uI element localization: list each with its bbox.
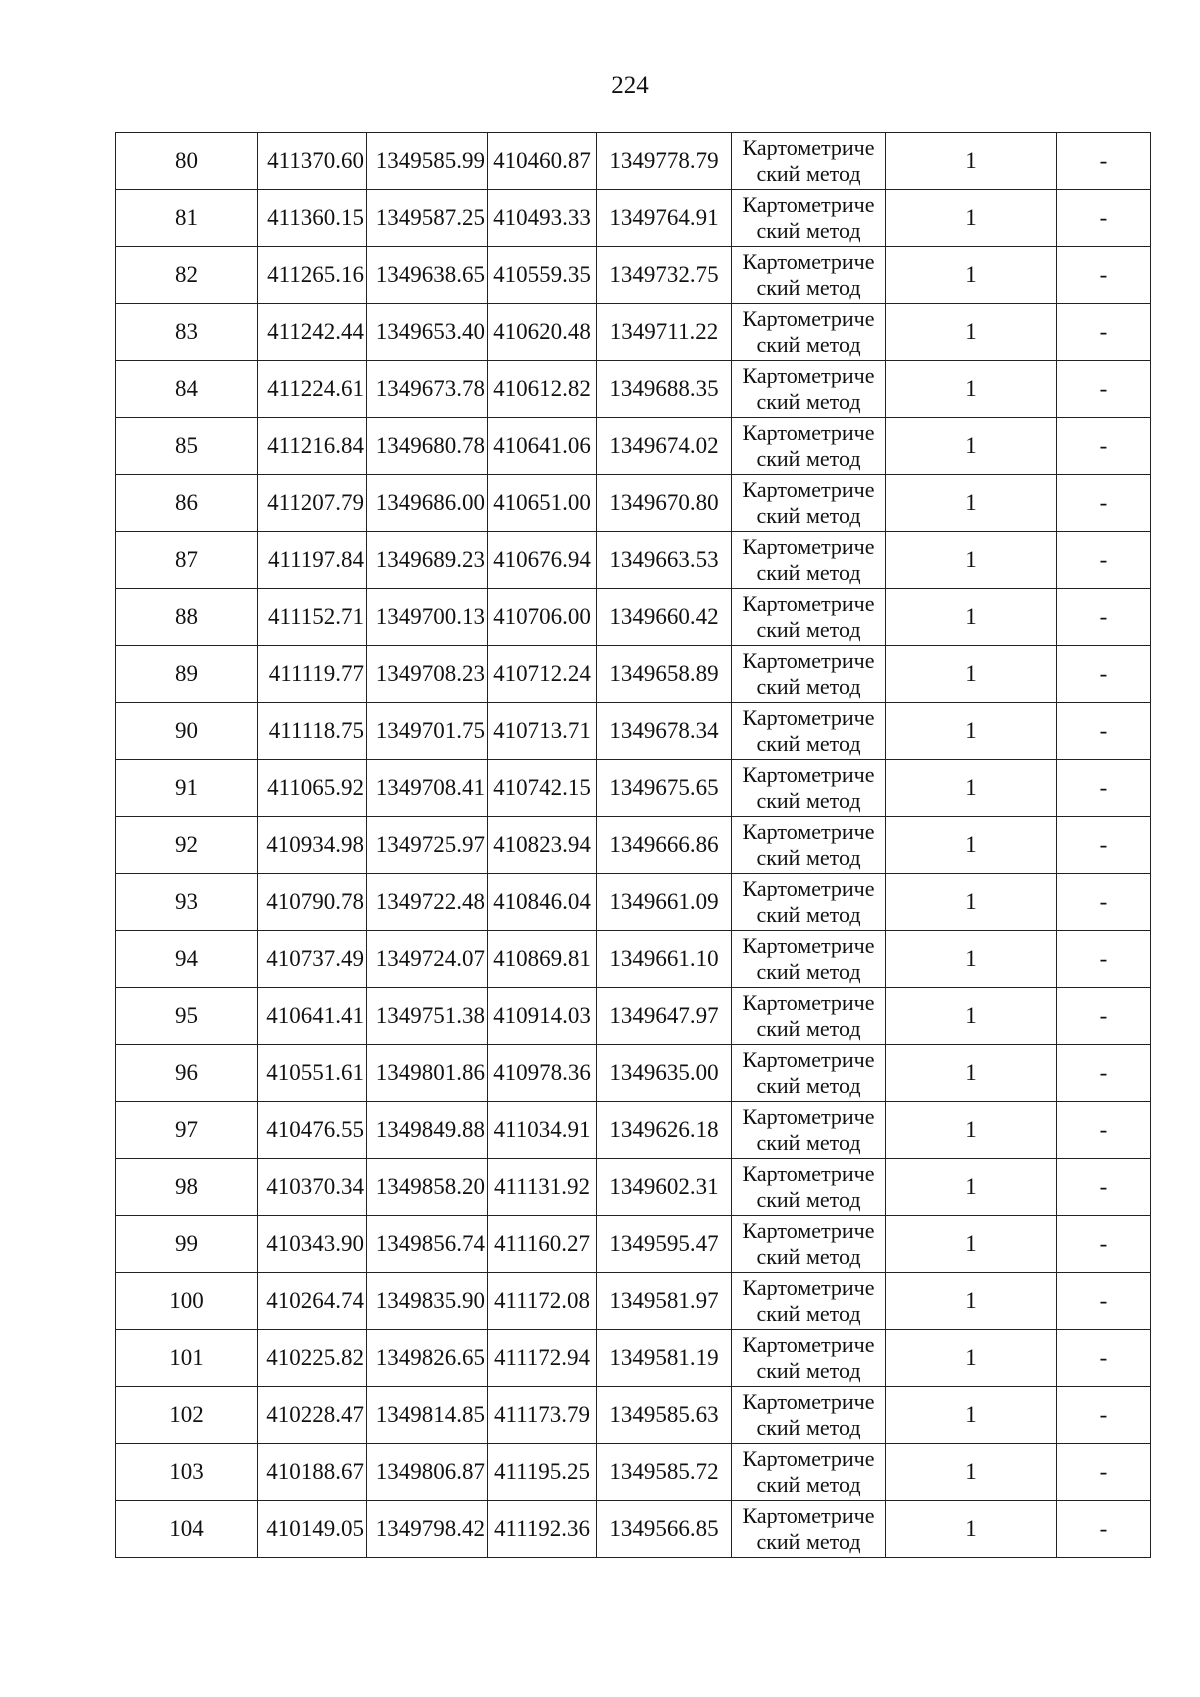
method-text-line-1: Картометриче xyxy=(742,363,875,388)
coordinates-table xyxy=(115,132,1151,1558)
method-cell xyxy=(732,1102,886,1159)
note-cell: - xyxy=(1057,703,1151,760)
table-row xyxy=(116,190,1151,247)
y2-cell: 1349602.31 xyxy=(597,1159,732,1216)
method-text-line-2: ский метод xyxy=(756,845,861,870)
accuracy-cell: 1 xyxy=(886,589,1057,646)
accuracy-cell: 1 xyxy=(886,646,1057,703)
y1-cell: 1349849.88 xyxy=(367,1102,488,1159)
x2-cell: 411195.25 xyxy=(488,1444,597,1501)
note-cell: - xyxy=(1057,133,1151,190)
point-number-cell: 97 xyxy=(116,1102,258,1159)
x2-cell: 410460.87 xyxy=(488,133,597,190)
method-text-line-1: Картометриче xyxy=(742,648,875,673)
x2-cell: 410641.06 xyxy=(488,418,597,475)
x1-cell: 410225.82 xyxy=(258,1330,367,1387)
accuracy-cell: 1 xyxy=(886,1444,1057,1501)
method-text-line-2: ский метод xyxy=(756,1301,861,1326)
note-cell: - xyxy=(1057,1501,1151,1558)
y2-cell: 1349678.34 xyxy=(597,703,732,760)
point-number-cell: 93 xyxy=(116,874,258,931)
y2-cell: 1349581.19 xyxy=(597,1330,732,1387)
method-text-line-1: Картометриче xyxy=(742,1161,875,1186)
y1-cell: 1349801.86 xyxy=(367,1045,488,1102)
x1-cell: 410149.05 xyxy=(258,1501,367,1558)
x2-cell: 410559.35 xyxy=(488,247,597,304)
point-number-cell: 92 xyxy=(116,817,258,874)
point-number-cell: 80 xyxy=(116,133,258,190)
note-cell: - xyxy=(1057,874,1151,931)
accuracy-cell: 1 xyxy=(886,247,1057,304)
method-text-line-1: Картометриче xyxy=(742,591,875,616)
method-text-line-1: Картометриче xyxy=(742,249,875,274)
method-text-line-2: ский метод xyxy=(756,617,861,642)
method-text-line-2: ский метод xyxy=(756,161,861,186)
table-row xyxy=(116,874,1151,931)
y2-cell: 1349595.47 xyxy=(597,1216,732,1273)
note-cell: - xyxy=(1057,931,1151,988)
x2-cell: 410620.48 xyxy=(488,304,597,361)
point-number-cell: 104 xyxy=(116,1501,258,1558)
y2-cell: 1349666.86 xyxy=(597,817,732,874)
method-cell xyxy=(732,1216,886,1273)
note-cell: - xyxy=(1057,304,1151,361)
note-cell: - xyxy=(1057,475,1151,532)
accuracy-cell: 1 xyxy=(886,304,1057,361)
x2-cell: 411034.91 xyxy=(488,1102,597,1159)
method-text-line-2: ский метод xyxy=(756,1130,861,1155)
accuracy-cell: 1 xyxy=(886,1216,1057,1273)
method-text-line-2: ский метод xyxy=(756,674,861,699)
x1-cell: 410641.41 xyxy=(258,988,367,1045)
method-text-line-1: Картометриче xyxy=(742,477,875,502)
accuracy-cell: 1 xyxy=(886,190,1057,247)
note-cell: - xyxy=(1057,1330,1151,1387)
accuracy-cell: 1 xyxy=(886,418,1057,475)
method-text-line-1: Картометриче xyxy=(742,762,875,787)
note-cell: - xyxy=(1057,1216,1151,1273)
point-number-cell: 101 xyxy=(116,1330,258,1387)
table-row xyxy=(116,1501,1151,1558)
x2-cell: 411173.79 xyxy=(488,1387,597,1444)
y2-cell: 1349626.18 xyxy=(597,1102,732,1159)
point-number-cell: 99 xyxy=(116,1216,258,1273)
accuracy-cell: 1 xyxy=(886,532,1057,589)
table-row xyxy=(116,1273,1151,1330)
y2-cell: 1349732.75 xyxy=(597,247,732,304)
x1-cell: 410551.61 xyxy=(258,1045,367,1102)
y2-cell: 1349670.80 xyxy=(597,475,732,532)
method-cell xyxy=(732,1045,886,1102)
point-number-cell: 100 xyxy=(116,1273,258,1330)
method-text-line-2: ский метод xyxy=(756,1187,861,1212)
method-text-line-2: ский метод xyxy=(756,788,861,813)
y2-cell: 1349778.79 xyxy=(597,133,732,190)
method-text-line-1: Картометриче xyxy=(742,135,875,160)
method-cell xyxy=(732,133,886,190)
method-cell xyxy=(732,589,886,646)
note-cell: - xyxy=(1057,1159,1151,1216)
method-cell xyxy=(732,532,886,589)
method-text-line-1: Картометриче xyxy=(742,1389,875,1414)
y2-cell: 1349674.02 xyxy=(597,418,732,475)
method-text-line-2: ский метод xyxy=(756,1358,861,1383)
x2-cell: 410676.94 xyxy=(488,532,597,589)
method-text-line-2: ский метод xyxy=(756,1244,861,1269)
x2-cell: 410493.33 xyxy=(488,190,597,247)
y1-cell: 1349806.87 xyxy=(367,1444,488,1501)
method-cell xyxy=(732,646,886,703)
y1-cell: 1349798.42 xyxy=(367,1501,488,1558)
method-text-line-2: ский метод xyxy=(756,503,861,528)
accuracy-cell: 1 xyxy=(886,1273,1057,1330)
table-row xyxy=(116,931,1151,988)
method-cell xyxy=(732,874,886,931)
method-text-line-1: Картометриче xyxy=(742,192,875,217)
point-number-cell: 98 xyxy=(116,1159,258,1216)
note-cell: - xyxy=(1057,988,1151,1045)
point-number-cell: 91 xyxy=(116,760,258,817)
method-text-line-1: Картометриче xyxy=(742,1047,875,1072)
x2-cell: 410978.36 xyxy=(488,1045,597,1102)
y1-cell: 1349689.23 xyxy=(367,532,488,589)
x2-cell: 410823.94 xyxy=(488,817,597,874)
y2-cell: 1349658.89 xyxy=(597,646,732,703)
y1-cell: 1349638.65 xyxy=(367,247,488,304)
table-row xyxy=(116,361,1151,418)
accuracy-cell: 1 xyxy=(886,1330,1057,1387)
x2-cell: 410706.00 xyxy=(488,589,597,646)
x1-cell: 411207.79 xyxy=(258,475,367,532)
method-text-line-1: Картометриче xyxy=(742,1332,875,1357)
x1-cell: 411265.16 xyxy=(258,247,367,304)
method-cell xyxy=(732,1159,886,1216)
method-cell xyxy=(732,418,886,475)
note-cell: - xyxy=(1057,361,1151,418)
page-number: 224 xyxy=(611,72,649,99)
accuracy-cell: 1 xyxy=(886,931,1057,988)
x2-cell: 410742.15 xyxy=(488,760,597,817)
y1-cell: 1349751.38 xyxy=(367,988,488,1045)
method-text-line-2: ский метод xyxy=(756,446,861,471)
x2-cell: 410612.82 xyxy=(488,361,597,418)
y2-cell: 1349675.65 xyxy=(597,760,732,817)
note-cell: - xyxy=(1057,589,1151,646)
x2-cell: 411160.27 xyxy=(488,1216,597,1273)
point-number-cell: 86 xyxy=(116,475,258,532)
x2-cell: 410712.24 xyxy=(488,646,597,703)
y1-cell: 1349701.75 xyxy=(367,703,488,760)
method-cell xyxy=(732,247,886,304)
method-text-line-2: ский метод xyxy=(756,332,861,357)
y1-cell: 1349680.78 xyxy=(367,418,488,475)
method-cell xyxy=(732,361,886,418)
x1-cell: 411118.75 xyxy=(258,703,367,760)
accuracy-cell: 1 xyxy=(886,133,1057,190)
method-text-line-2: ский метод xyxy=(756,389,861,414)
y2-cell: 1349660.42 xyxy=(597,589,732,646)
table-row xyxy=(116,133,1151,190)
table-row xyxy=(116,1102,1151,1159)
y1-cell: 1349585.99 xyxy=(367,133,488,190)
table-body xyxy=(116,133,1151,1558)
table-row xyxy=(116,1330,1151,1387)
accuracy-cell: 1 xyxy=(886,1159,1057,1216)
method-text-line-2: ский метод xyxy=(756,1016,861,1041)
y2-cell: 1349764.91 xyxy=(597,190,732,247)
y1-cell: 1349722.48 xyxy=(367,874,488,931)
x2-cell: 410713.71 xyxy=(488,703,597,760)
table-row xyxy=(116,646,1151,703)
x1-cell: 410476.55 xyxy=(258,1102,367,1159)
method-cell xyxy=(732,1387,886,1444)
x2-cell: 411192.36 xyxy=(488,1501,597,1558)
note-cell: - xyxy=(1057,760,1151,817)
method-text-line-1: Картометриче xyxy=(742,990,875,1015)
y1-cell: 1349686.00 xyxy=(367,475,488,532)
accuracy-cell: 1 xyxy=(886,760,1057,817)
y2-cell: 1349711.22 xyxy=(597,304,732,361)
method-text-line-1: Картометриче xyxy=(742,933,875,958)
x1-cell: 411152.71 xyxy=(258,589,367,646)
method-text-line-1: Картометриче xyxy=(742,534,875,559)
note-cell: - xyxy=(1057,1102,1151,1159)
note-cell: - xyxy=(1057,1273,1151,1330)
x1-cell: 410264.74 xyxy=(258,1273,367,1330)
method-cell xyxy=(732,703,886,760)
y2-cell: 1349663.53 xyxy=(597,532,732,589)
accuracy-cell: 1 xyxy=(886,1501,1057,1558)
method-text-line-1: Картометриче xyxy=(742,306,875,331)
method-cell xyxy=(732,475,886,532)
y1-cell: 1349708.41 xyxy=(367,760,488,817)
point-number-cell: 85 xyxy=(116,418,258,475)
x1-cell: 411065.92 xyxy=(258,760,367,817)
method-cell xyxy=(732,1273,886,1330)
y1-cell: 1349708.23 xyxy=(367,646,488,703)
table-row xyxy=(116,1159,1151,1216)
table-row xyxy=(116,1216,1151,1273)
method-text-line-2: ский метод xyxy=(756,560,861,585)
point-number-cell: 87 xyxy=(116,532,258,589)
method-cell xyxy=(732,1330,886,1387)
method-text-line-1: Картометриче xyxy=(742,1104,875,1129)
method-text-line-1: Картометриче xyxy=(742,819,875,844)
method-text-line-2: ский метод xyxy=(756,1472,861,1497)
table-row xyxy=(116,703,1151,760)
table-row xyxy=(116,1444,1151,1501)
point-number-cell: 94 xyxy=(116,931,258,988)
x2-cell: 410651.00 xyxy=(488,475,597,532)
accuracy-cell: 1 xyxy=(886,1387,1057,1444)
x2-cell: 410869.81 xyxy=(488,931,597,988)
point-number-cell: 103 xyxy=(116,1444,258,1501)
method-text-line-2: ский метод xyxy=(756,1415,861,1440)
method-text-line-2: ский метод xyxy=(756,731,861,756)
table-row xyxy=(116,247,1151,304)
method-text-line-1: Картометриче xyxy=(742,1446,875,1471)
y1-cell: 1349653.40 xyxy=(367,304,488,361)
x1-cell: 411119.77 xyxy=(258,646,367,703)
method-text-line-2: ский метод xyxy=(756,1529,861,1554)
y2-cell: 1349581.97 xyxy=(597,1273,732,1330)
x2-cell: 410846.04 xyxy=(488,874,597,931)
method-text-line-1: Картометриче xyxy=(742,1218,875,1243)
accuracy-cell: 1 xyxy=(886,1102,1057,1159)
x1-cell: 410228.47 xyxy=(258,1387,367,1444)
note-cell: - xyxy=(1057,1045,1151,1102)
note-cell: - xyxy=(1057,1444,1151,1501)
point-number-cell: 96 xyxy=(116,1045,258,1102)
accuracy-cell: 1 xyxy=(886,988,1057,1045)
point-number-cell: 89 xyxy=(116,646,258,703)
method-text-line-2: ский метод xyxy=(756,275,861,300)
accuracy-cell: 1 xyxy=(886,1045,1057,1102)
point-number-cell: 81 xyxy=(116,190,258,247)
y2-cell: 1349688.35 xyxy=(597,361,732,418)
x1-cell: 411224.61 xyxy=(258,361,367,418)
method-cell xyxy=(732,988,886,1045)
method-cell xyxy=(732,931,886,988)
method-cell xyxy=(732,1444,886,1501)
note-cell: - xyxy=(1057,646,1151,703)
method-text-line-2: ский метод xyxy=(756,959,861,984)
x1-cell: 411360.15 xyxy=(258,190,367,247)
y1-cell: 1349814.85 xyxy=(367,1387,488,1444)
method-cell xyxy=(732,760,886,817)
note-cell: - xyxy=(1057,418,1151,475)
y1-cell: 1349858.20 xyxy=(367,1159,488,1216)
method-text-line-1: Картометриче xyxy=(742,1503,875,1528)
table-row xyxy=(116,988,1151,1045)
point-number-cell: 88 xyxy=(116,589,258,646)
method-text-line-1: Картометриче xyxy=(742,705,875,730)
note-cell: - xyxy=(1057,247,1151,304)
y2-cell: 1349585.63 xyxy=(597,1387,732,1444)
table-row xyxy=(116,817,1151,874)
point-number-cell: 84 xyxy=(116,361,258,418)
x1-cell: 410188.67 xyxy=(258,1444,367,1501)
x2-cell: 411172.08 xyxy=(488,1273,597,1330)
y1-cell: 1349856.74 xyxy=(367,1216,488,1273)
table-row xyxy=(116,532,1151,589)
method-cell xyxy=(732,1501,886,1558)
method-text-line-1: Картометриче xyxy=(742,420,875,445)
y1-cell: 1349826.65 xyxy=(367,1330,488,1387)
note-cell: - xyxy=(1057,190,1151,247)
table-row xyxy=(116,418,1151,475)
y1-cell: 1349700.13 xyxy=(367,589,488,646)
x1-cell: 410790.78 xyxy=(258,874,367,931)
table-row xyxy=(116,589,1151,646)
method-cell xyxy=(732,817,886,874)
x1-cell: 410343.90 xyxy=(258,1216,367,1273)
method-text-line-2: ский метод xyxy=(756,218,861,243)
method-text-line-2: ский метод xyxy=(756,1073,861,1098)
table-row xyxy=(116,760,1151,817)
y2-cell: 1349661.10 xyxy=(597,931,732,988)
note-cell: - xyxy=(1057,817,1151,874)
x1-cell: 411370.60 xyxy=(258,133,367,190)
y1-cell: 1349724.07 xyxy=(367,931,488,988)
point-number-cell: 83 xyxy=(116,304,258,361)
y2-cell: 1349566.85 xyxy=(597,1501,732,1558)
accuracy-cell: 1 xyxy=(886,475,1057,532)
table-row xyxy=(116,475,1151,532)
table-row xyxy=(116,1045,1151,1102)
y1-cell: 1349835.90 xyxy=(367,1273,488,1330)
method-text-line-1: Картометриче xyxy=(742,876,875,901)
point-number-cell: 102 xyxy=(116,1387,258,1444)
x2-cell: 411172.94 xyxy=(488,1330,597,1387)
y2-cell: 1349661.09 xyxy=(597,874,732,931)
method-text-line-1: Картометриче xyxy=(742,1275,875,1300)
x1-cell: 411216.84 xyxy=(258,418,367,475)
x1-cell: 411242.44 xyxy=(258,304,367,361)
note-cell: - xyxy=(1057,1387,1151,1444)
note-cell: - xyxy=(1057,532,1151,589)
y1-cell: 1349673.78 xyxy=(367,361,488,418)
accuracy-cell: 1 xyxy=(886,361,1057,418)
x1-cell: 410370.34 xyxy=(258,1159,367,1216)
method-text-line-2: ский метод xyxy=(756,902,861,927)
point-number-cell: 82 xyxy=(116,247,258,304)
point-number-cell: 90 xyxy=(116,703,258,760)
x2-cell: 410914.03 xyxy=(488,988,597,1045)
accuracy-cell: 1 xyxy=(886,817,1057,874)
y1-cell: 1349725.97 xyxy=(367,817,488,874)
accuracy-cell: 1 xyxy=(886,874,1057,931)
y2-cell: 1349585.72 xyxy=(597,1444,732,1501)
table-row xyxy=(116,304,1151,361)
table-row xyxy=(116,1387,1151,1444)
y1-cell: 1349587.25 xyxy=(367,190,488,247)
method-cell xyxy=(732,304,886,361)
x1-cell: 410737.49 xyxy=(258,931,367,988)
x2-cell: 411131.92 xyxy=(488,1159,597,1216)
y2-cell: 1349647.97 xyxy=(597,988,732,1045)
y2-cell: 1349635.00 xyxy=(597,1045,732,1102)
x1-cell: 410934.98 xyxy=(258,817,367,874)
accuracy-cell: 1 xyxy=(886,703,1057,760)
x1-cell: 411197.84 xyxy=(258,532,367,589)
point-number-cell: 95 xyxy=(116,988,258,1045)
method-cell xyxy=(732,190,886,247)
